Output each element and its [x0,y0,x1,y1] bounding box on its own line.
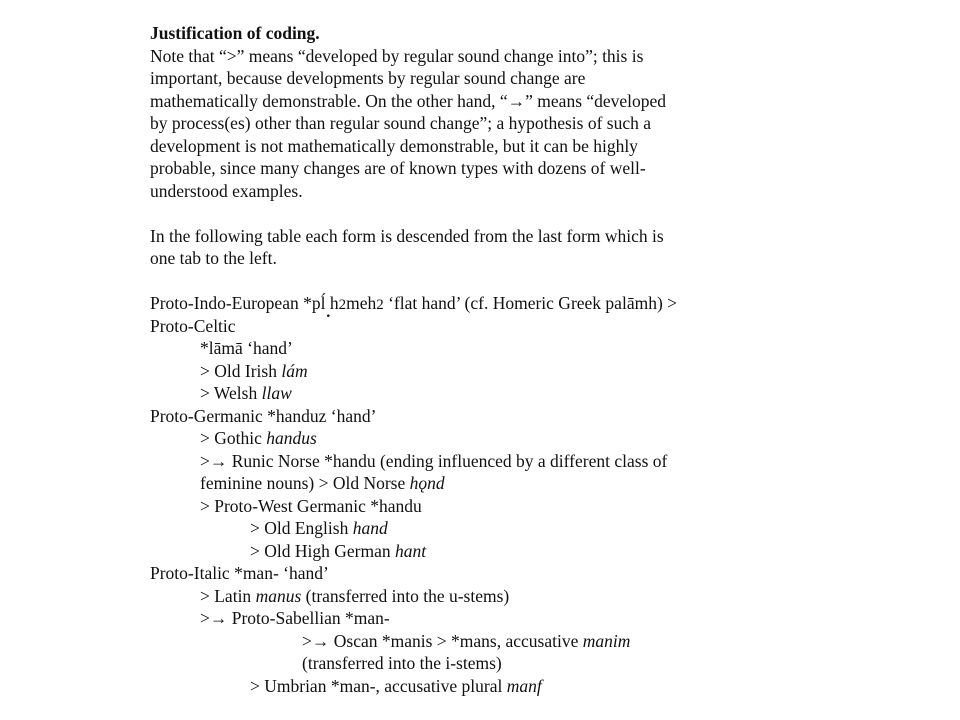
paragraph-line: by process(es) other than regular sound change”; a hypothesis of such a [150,113,652,133]
paragraph-line: understood examples. [150,180,303,201]
tree-row-welsh: > Welsh llaw [200,383,292,403]
tree-row-pie: Proto-Indo-European *pĺ . h2meh2 ‘flat hand’ (cf. Homeric Greek palāmh) > [150,292,920,315]
tree-row-latin: > Latin manus (transferred into the u-stems) [200,585,510,606]
tree-row-oscan-cont: (transferred into the i-stems) [302,653,502,673]
tree-row-runic: >→ Runic Norse *handu (ending influenced by a different class of [200,450,668,471]
tree-row-sabellian: >→ Proto-Sabellian *man- [200,608,390,628]
tree-row-irish: > Old Irish lám [200,360,308,381]
paragraph-line: In the following table each form is descended from the last form which is [150,225,664,246]
tree-row-umbrian: > Umbrian *man-, accusative plural manf [250,675,542,696]
tree-row-gothic: > Gothic handus [200,428,317,448]
paragraph-line: development is not mathematically demonstrable, but it can be highly [150,135,638,156]
tree-row-celtic: Proto-Celtic [150,315,236,336]
tree-row-west-germanic: > Proto-West Germanic *handu [200,495,422,516]
tree-row-oscan: >→ Oscan *manis > *mans, accusative manim [302,630,631,651]
tree-row-germanic: Proto-Germanic *handuz ‘hand’ [150,405,377,426]
paragraph-line: probable, since many changes are of known types with dozens of well- [150,158,646,178]
tree-row-lama: *lāmā ‘hand’ [200,338,293,358]
paragraph-line: important, because developments by regular sound change are [150,68,586,88]
tree-row-italic: Proto-Italic *man- ‘hand’ [150,563,329,583]
paragraph-line: mathematically demonstrable. On the other hand, “→” means “developed [150,90,667,111]
paragraph-line: Note that “>” means “developed by regular sound change into”; this is [150,45,644,66]
paragraph-line: one tab to the left. [150,248,277,268]
tree-row-old-high-german: > Old High German hant [250,540,427,561]
document-heading: Justification of coding. [150,23,320,43]
tree-row-old-english: > Old English hand [250,518,388,538]
paragraph-gap [150,202,920,225]
document-page [150,22,920,697]
tree-row-runic-cont: feminine nouns) > Old Norse hǫnd [200,473,445,493]
paragraph-gap [150,270,920,293]
syllabic-dot [325,293,329,313]
